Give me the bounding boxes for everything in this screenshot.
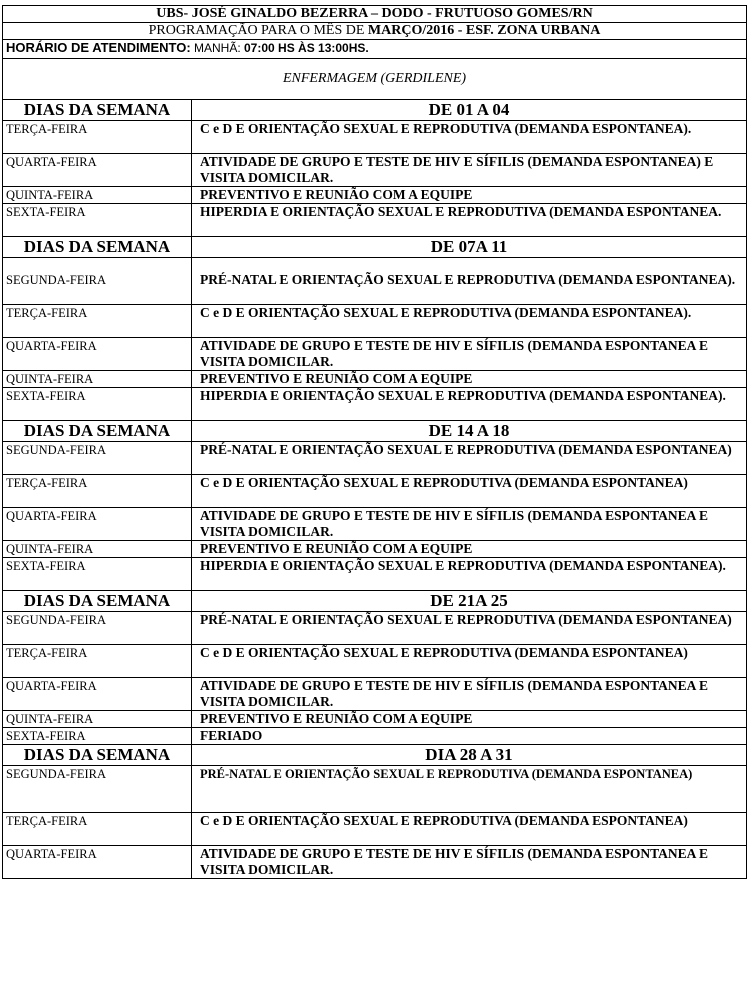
weekday-cell: QUINTA-FEIRA [3, 541, 192, 558]
schedule-row [3, 121, 747, 154]
activity-cell: PREVENTIVO E REUNIÃO COM A EQUIPE [192, 187, 747, 204]
schedule-row [3, 541, 747, 558]
program-prefix: PROGRAMAÇÃO PARA O MÊS DE [148, 23, 368, 38]
week-header-row [3, 237, 747, 258]
activity-cell: PRÉ-NATAL E ORIENTAÇÃO SEXUAL E REPRODUTIVA (DEMANDA ESPONTANEA). [192, 258, 747, 305]
week-header-row [3, 591, 747, 612]
week-header-row [3, 745, 747, 766]
schedule-document [2, 5, 746, 879]
weekday-cell: TERÇA-FEIRA [3, 475, 192, 508]
activity-cell: ATIVIDADE DE GRUPO E TESTE DE HIV E SÍFILIS (DEMANDA ESPONTANEA E VISITA DOMICILAR. [192, 338, 747, 371]
activity-cell: C e D E ORIENTAÇÃO SEXUAL E REPRODUTIVA (DEMANDA ESPONTANEA) [192, 475, 747, 508]
schedule-row [3, 338, 747, 371]
date-range-header: DE 21A 25 [192, 591, 747, 612]
weekday-cell: QUINTA-FEIRA [3, 371, 192, 388]
days-of-week-header: DIAS DA SEMANA [3, 100, 192, 121]
schedule-row [3, 388, 747, 421]
weekday-cell: SEGUNDA-FEIRA [3, 766, 192, 813]
schedule-row [3, 305, 747, 338]
activity-cell: PRÉ-NATAL E ORIENTAÇÃO SEXUAL E REPRODUTIVA (DEMANDA ESPONTANEA) [192, 612, 747, 645]
schedule-row [3, 846, 747, 879]
schedule-row [3, 258, 747, 305]
section-title: ENFERMAGEM (GERDILENE) [3, 59, 747, 100]
title-row [3, 6, 747, 23]
schedule-row [3, 711, 747, 728]
activity-cell: PRÉ-NATAL E ORIENTAÇÃO SEXUAL E REPRODUTIVA (DEMANDA ESPONTANEA) [192, 442, 747, 475]
week-header-row [3, 100, 747, 121]
program-month: MARÇO/2016 - ESF. ZONA URBANA [367, 23, 601, 38]
weekday-cell: TERÇA-FEIRA [3, 813, 192, 846]
schedule-row [3, 813, 747, 846]
weekday-cell: SEXTA-FEIRA [3, 558, 192, 591]
schedule-row [3, 154, 747, 187]
days-of-week-header: DIAS DA SEMANA [3, 237, 192, 258]
schedule-row [3, 728, 747, 745]
program-row [3, 23, 747, 40]
weekday-cell: SEXTA-FEIRA [3, 204, 192, 237]
activity-cell: ATIVIDADE DE GRUPO E TESTE DE HIV E SÍFILIS (DEMANDA ESPONTANEA E VISITA DOMICILAR. [192, 846, 747, 879]
date-range-header: DE 07A 11 [192, 237, 747, 258]
hours-label: HORÁRIO DE ATENDIMENTO: [6, 40, 191, 55]
week-header-row [3, 421, 747, 442]
schedule-table [2, 5, 747, 879]
schedule-row [3, 612, 747, 645]
section-row [3, 59, 747, 100]
activity-cell: PRÉ-NATAL E ORIENTAÇÃO SEXUAL E REPRODUTIVA (DEMANDA ESPONTANEA) [192, 766, 747, 813]
schedule-row [3, 678, 747, 711]
hours-row [3, 40, 747, 59]
hours-value: 07:00 HS ÀS 13:00HS. [244, 41, 369, 55]
days-of-week-header: DIAS DA SEMANA [3, 421, 192, 442]
weekday-cell: SEGUNDA-FEIRA [3, 442, 192, 475]
days-of-week-header: DIAS DA SEMANA [3, 591, 192, 612]
activity-cell: ATIVIDADE DE GRUPO E TESTE DE HIV E SÍFILIS (DEMANDA ESPONTANEA) E VISITA DOMICILAR. [192, 154, 747, 187]
hours-line [3, 40, 747, 59]
activity-cell: HIPERDIA E ORIENTAÇÃO SEXUAL E REPRODUTIVA (DEMANDA ESPONTANEA). [192, 388, 747, 421]
activity-cell: ATIVIDADE DE GRUPO E TESTE DE HIV E SÍFILIS (DEMANDA ESPONTANEA E VISITA DOMICILAR. [192, 508, 747, 541]
activity-cell: HIPERDIA E ORIENTAÇÃO SEXUAL E REPRODUTIVA (DEMANDA ESPONTANEA. [192, 204, 747, 237]
schedule-row [3, 766, 747, 813]
schedule-row [3, 508, 747, 541]
date-range-header: DE 01 A 04 [192, 100, 747, 121]
weekday-cell: QUINTA-FEIRA [3, 711, 192, 728]
activity-cell: FERIADO [192, 728, 747, 745]
activity-cell: PREVENTIVO E REUNIÃO COM A EQUIPE [192, 371, 747, 388]
schedule-row [3, 475, 747, 508]
schedule-row [3, 645, 747, 678]
date-range-header: DE 14 A 18 [192, 421, 747, 442]
weekday-cell: QUARTA-FEIRA [3, 846, 192, 879]
date-range-header: DIA 28 A 31 [192, 745, 747, 766]
weekday-cell: SEGUNDA-FEIRA [3, 258, 192, 305]
weekday-cell: TERÇA-FEIRA [3, 121, 192, 154]
weekday-cell: SEXTA-FEIRA [3, 728, 192, 745]
activity-cell: HIPERDIA E ORIENTAÇÃO SEXUAL E REPRODUTIVA (DEMANDA ESPONTANEA). [192, 558, 747, 591]
schedule-row [3, 442, 747, 475]
weekday-cell: TERÇA-FEIRA [3, 305, 192, 338]
activity-cell: C e D E ORIENTAÇÃO SEXUAL E REPRODUTIVA (DEMANDA ESPONTANEA). [192, 121, 747, 154]
schedule-row [3, 187, 747, 204]
weekday-cell: QUARTA-FEIRA [3, 508, 192, 541]
activity-cell: C e D E ORIENTAÇÃO SEXUAL E REPRODUTIVA (DEMANDA ESPONTANEA) [192, 813, 747, 846]
schedule-row [3, 371, 747, 388]
schedule-row [3, 204, 747, 237]
weekday-cell: QUARTA-FEIRA [3, 678, 192, 711]
weekday-cell: QUINTA-FEIRA [3, 187, 192, 204]
weekday-cell: SEXTA-FEIRA [3, 388, 192, 421]
document-title: UBS- JOSÉ GINALDO BEZERRA – DODO - FRUTUOSO GOMES/RN [3, 6, 747, 23]
program-line [3, 23, 747, 40]
weekday-cell: TERÇA-FEIRA [3, 645, 192, 678]
activity-cell: PREVENTIVO E REUNIÃO COM A EQUIPE [192, 541, 747, 558]
weekday-cell: QUARTA-FEIRA [3, 338, 192, 371]
weekday-cell: SEGUNDA-FEIRA [3, 612, 192, 645]
activity-cell: PREVENTIVO E REUNIÃO COM A EQUIPE [192, 711, 747, 728]
days-of-week-header: DIAS DA SEMANA [3, 745, 192, 766]
hours-shift: MANHÃ: [190, 41, 244, 55]
weekday-cell: QUARTA-FEIRA [3, 154, 192, 187]
schedule-row [3, 558, 747, 591]
activity-cell: C e D E ORIENTAÇÃO SEXUAL E REPRODUTIVA (DEMANDA ESPONTANEA) [192, 645, 747, 678]
activity-cell: ATIVIDADE DE GRUPO E TESTE DE HIV E SÍFILIS (DEMANDA ESPONTANEA E VISITA DOMICILAR. [192, 678, 747, 711]
activity-cell: C e D E ORIENTAÇÃO SEXUAL E REPRODUTIVA (DEMANDA ESPONTANEA). [192, 305, 747, 338]
